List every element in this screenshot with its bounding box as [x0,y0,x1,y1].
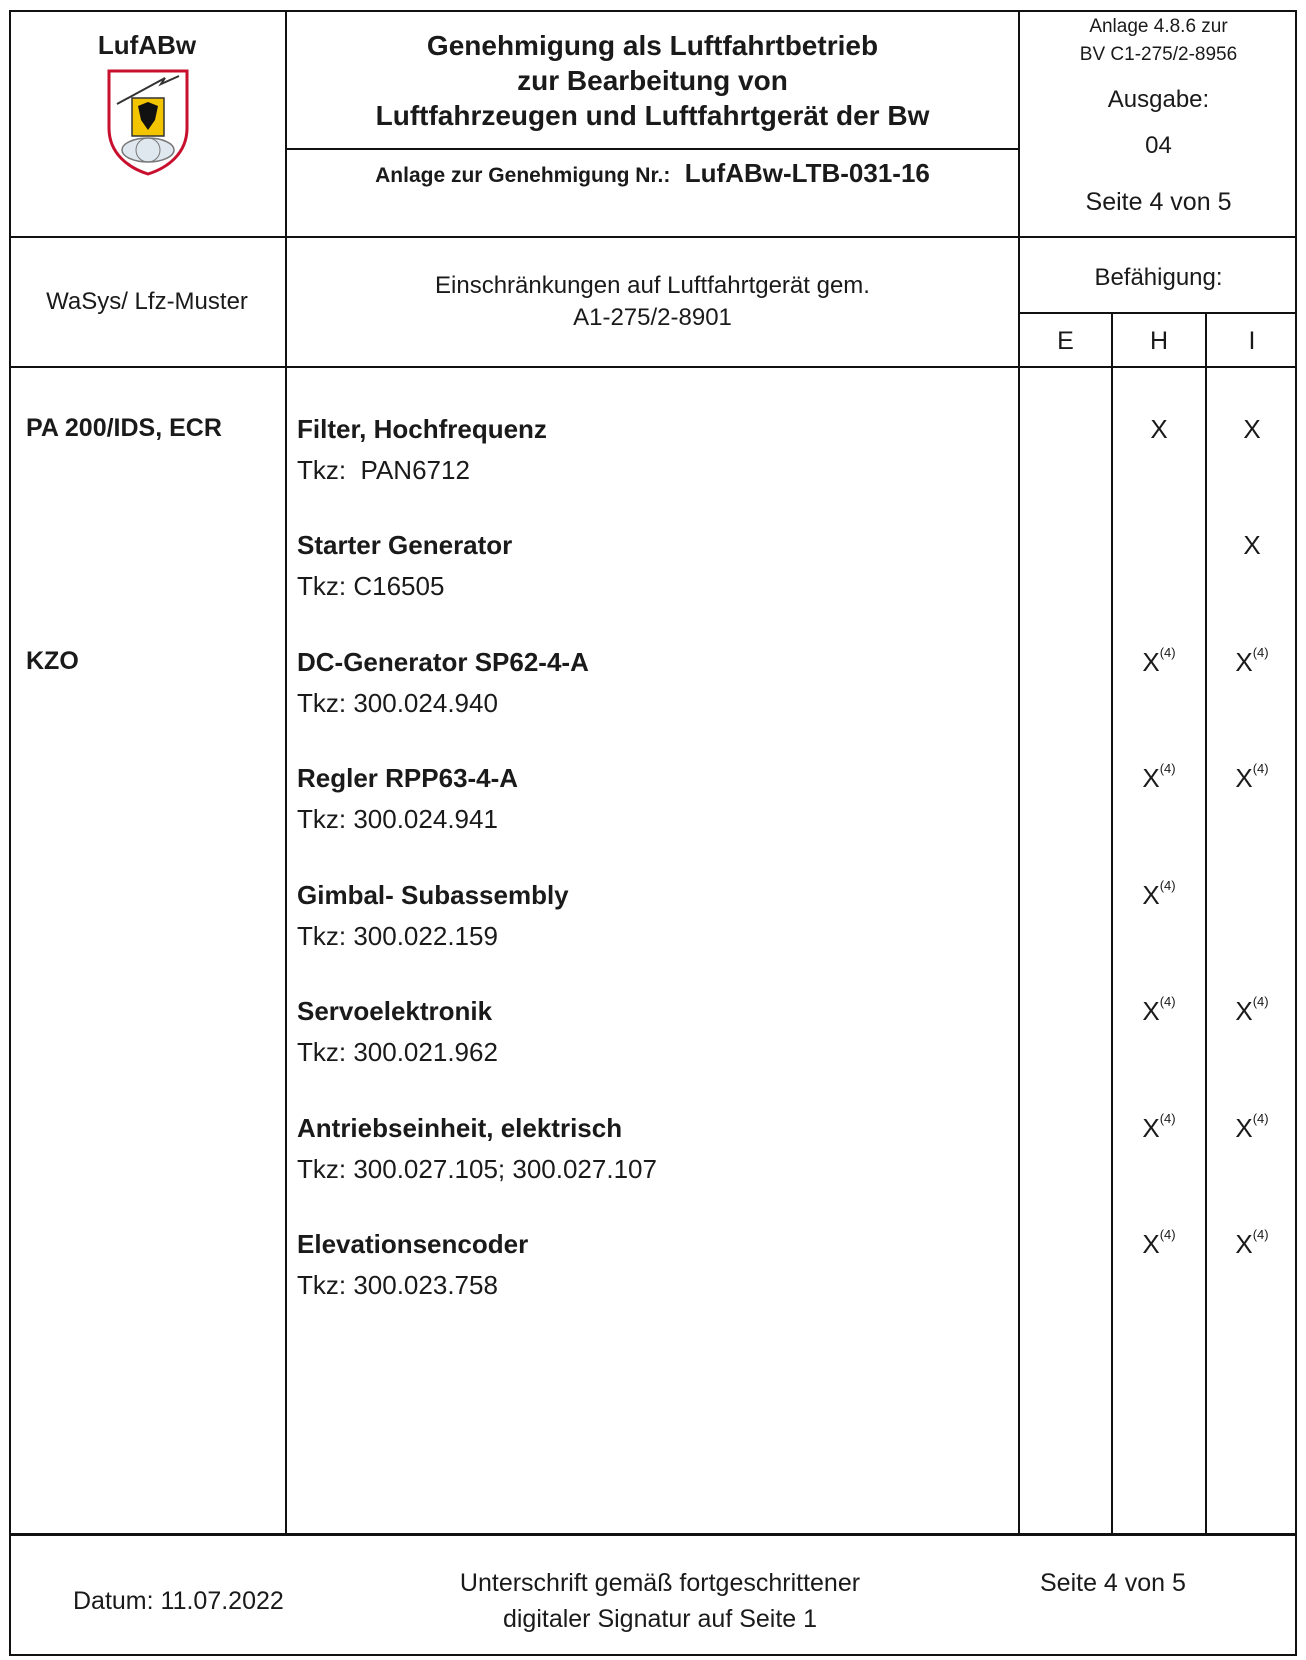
i-note: (4) [1252,1111,1269,1126]
cell-i [1207,996,1297,1027]
page-frame [9,10,1297,1656]
title-line-2: zur Bearbeitung von [517,65,788,96]
item-name: Gimbal- Subassembly [297,880,569,910]
item-tkz: Tkz: 300.023.758 [297,1270,498,1300]
i-mark: X [1235,996,1253,1026]
i-note: (4) [1252,645,1269,660]
i-mark: X [1243,414,1261,444]
col-header-e: E [1057,327,1074,355]
divider-col2 [1018,10,1020,1534]
item-name: Filter, Hochfrequenz [297,414,547,444]
col-header-i: I [1248,327,1256,355]
item-name: Servoelektronik [297,996,493,1026]
i-mark: X [1235,1113,1253,1143]
item-name: Antriebseinheit, elektrisch [297,1113,623,1143]
divider-capability [1018,312,1297,314]
item-tkz: Tkz: C16505 [297,571,445,601]
title-line-3: Luftfahrzeugen und Luftfahrtgerät der Bw [375,100,930,131]
system-label: KZO [26,647,79,675]
cell-h [1113,996,1205,1027]
title-line-1: Genehmigung als Luftfahrtbetrieb [426,30,879,61]
h-mark: X [1142,647,1160,677]
approval-number: LufABw-LTB-031-16 [684,158,930,188]
divider-column-header-bottom [9,366,1297,368]
item-name: DC-Generator SP62-4-A [297,647,589,677]
h-note: (4) [1159,645,1176,660]
footer-page: Seite 4 von 5 [1040,1569,1186,1597]
h-mark: X [1142,1229,1160,1259]
item-tkz: Tkz: 300.024.941 [297,804,498,834]
footer-signature-2: digitaler Signatur auf Seite 1 [502,1605,818,1633]
i-note: (4) [1252,994,1269,1009]
cell-i [1207,1229,1297,1260]
anlage-line-1: Anlage 4.8.6 zur [1089,16,1228,37]
divider-title-approval [286,148,1019,150]
divider-header-bottom [9,236,1297,238]
h-mark: X [1142,880,1160,910]
cell-i [1207,1113,1297,1144]
divider-col1 [285,10,287,1534]
cell-h [1113,647,1205,678]
i-note: (4) [1252,1227,1269,1242]
item-name: Elevationsencoder [297,1229,529,1259]
footer-date: Datum: 11.07.2022 [73,1587,284,1615]
col-header-restrictions-2: A1-275/2-8901 [573,304,732,331]
cell-h [1113,763,1205,794]
approval-line [287,158,1018,189]
cell-h [1113,1229,1205,1260]
h-note: (4) [1159,1111,1176,1126]
h-note: (4) [1159,994,1176,1009]
cell-i [1207,530,1297,561]
divider-col-eh [1111,312,1113,1534]
col-header-restrictions-1: Einschränkungen auf Luftfahrtgerät gem. [435,272,870,299]
col-header-capability: Befähigung: [1094,264,1223,291]
ausgabe-value: 04 [1145,132,1172,159]
cell-i [1207,763,1297,794]
item-tkz: Tkz: 300.022.159 [297,921,498,951]
h-note: (4) [1159,761,1176,776]
h-mark: X [1142,763,1160,793]
h-note: (4) [1159,878,1176,893]
col-header-wasys: WaSys/ Lfz-Muster [46,288,248,315]
cell-h [1113,414,1205,445]
cell-i [1207,647,1297,678]
ausgabe-label: Ausgabe: [1107,86,1210,113]
item-tkz: Tkz: 300.021.962 [297,1037,498,1067]
h-mark: X [1142,996,1160,1026]
anlage-line-2: BV C1-275/2-8956 [1079,44,1238,65]
org-name: LufABw [97,30,197,60]
divider-footer-top [9,1533,1297,1536]
crest-logo [105,68,191,176]
cell-i [1207,414,1297,445]
i-mark: X [1235,1229,1253,1259]
item-tkz: Tkz: 300.024.940 [297,688,498,718]
item-tkz: Tkz: 300.027.105; 300.027.107 [297,1154,657,1184]
item-tkz: Tkz: PAN6712 [297,455,470,485]
i-mark: X [1235,763,1253,793]
h-note: (4) [1159,1227,1176,1242]
i-mark: X [1235,647,1253,677]
divider-col-hi [1205,312,1207,1534]
item-name: Regler RPP63-4-A [297,763,519,793]
i-mark: X [1243,530,1261,560]
system-label: PA 200/IDS, ECR [26,414,222,442]
cell-h [1113,1113,1205,1144]
approval-label: Anlage zur Genehmigung Nr.: [375,164,671,187]
cell-h [1113,880,1205,911]
i-note: (4) [1252,761,1269,776]
h-mark: X [1142,1113,1160,1143]
item-name: Starter Generator [297,530,513,560]
footer-signature-1: Unterschrift gemäß fortgeschrittener [459,1569,861,1597]
col-header-h: H [1149,327,1169,355]
h-mark: X [1150,414,1168,444]
page-indicator: Seite 4 von 5 [1085,188,1232,216]
